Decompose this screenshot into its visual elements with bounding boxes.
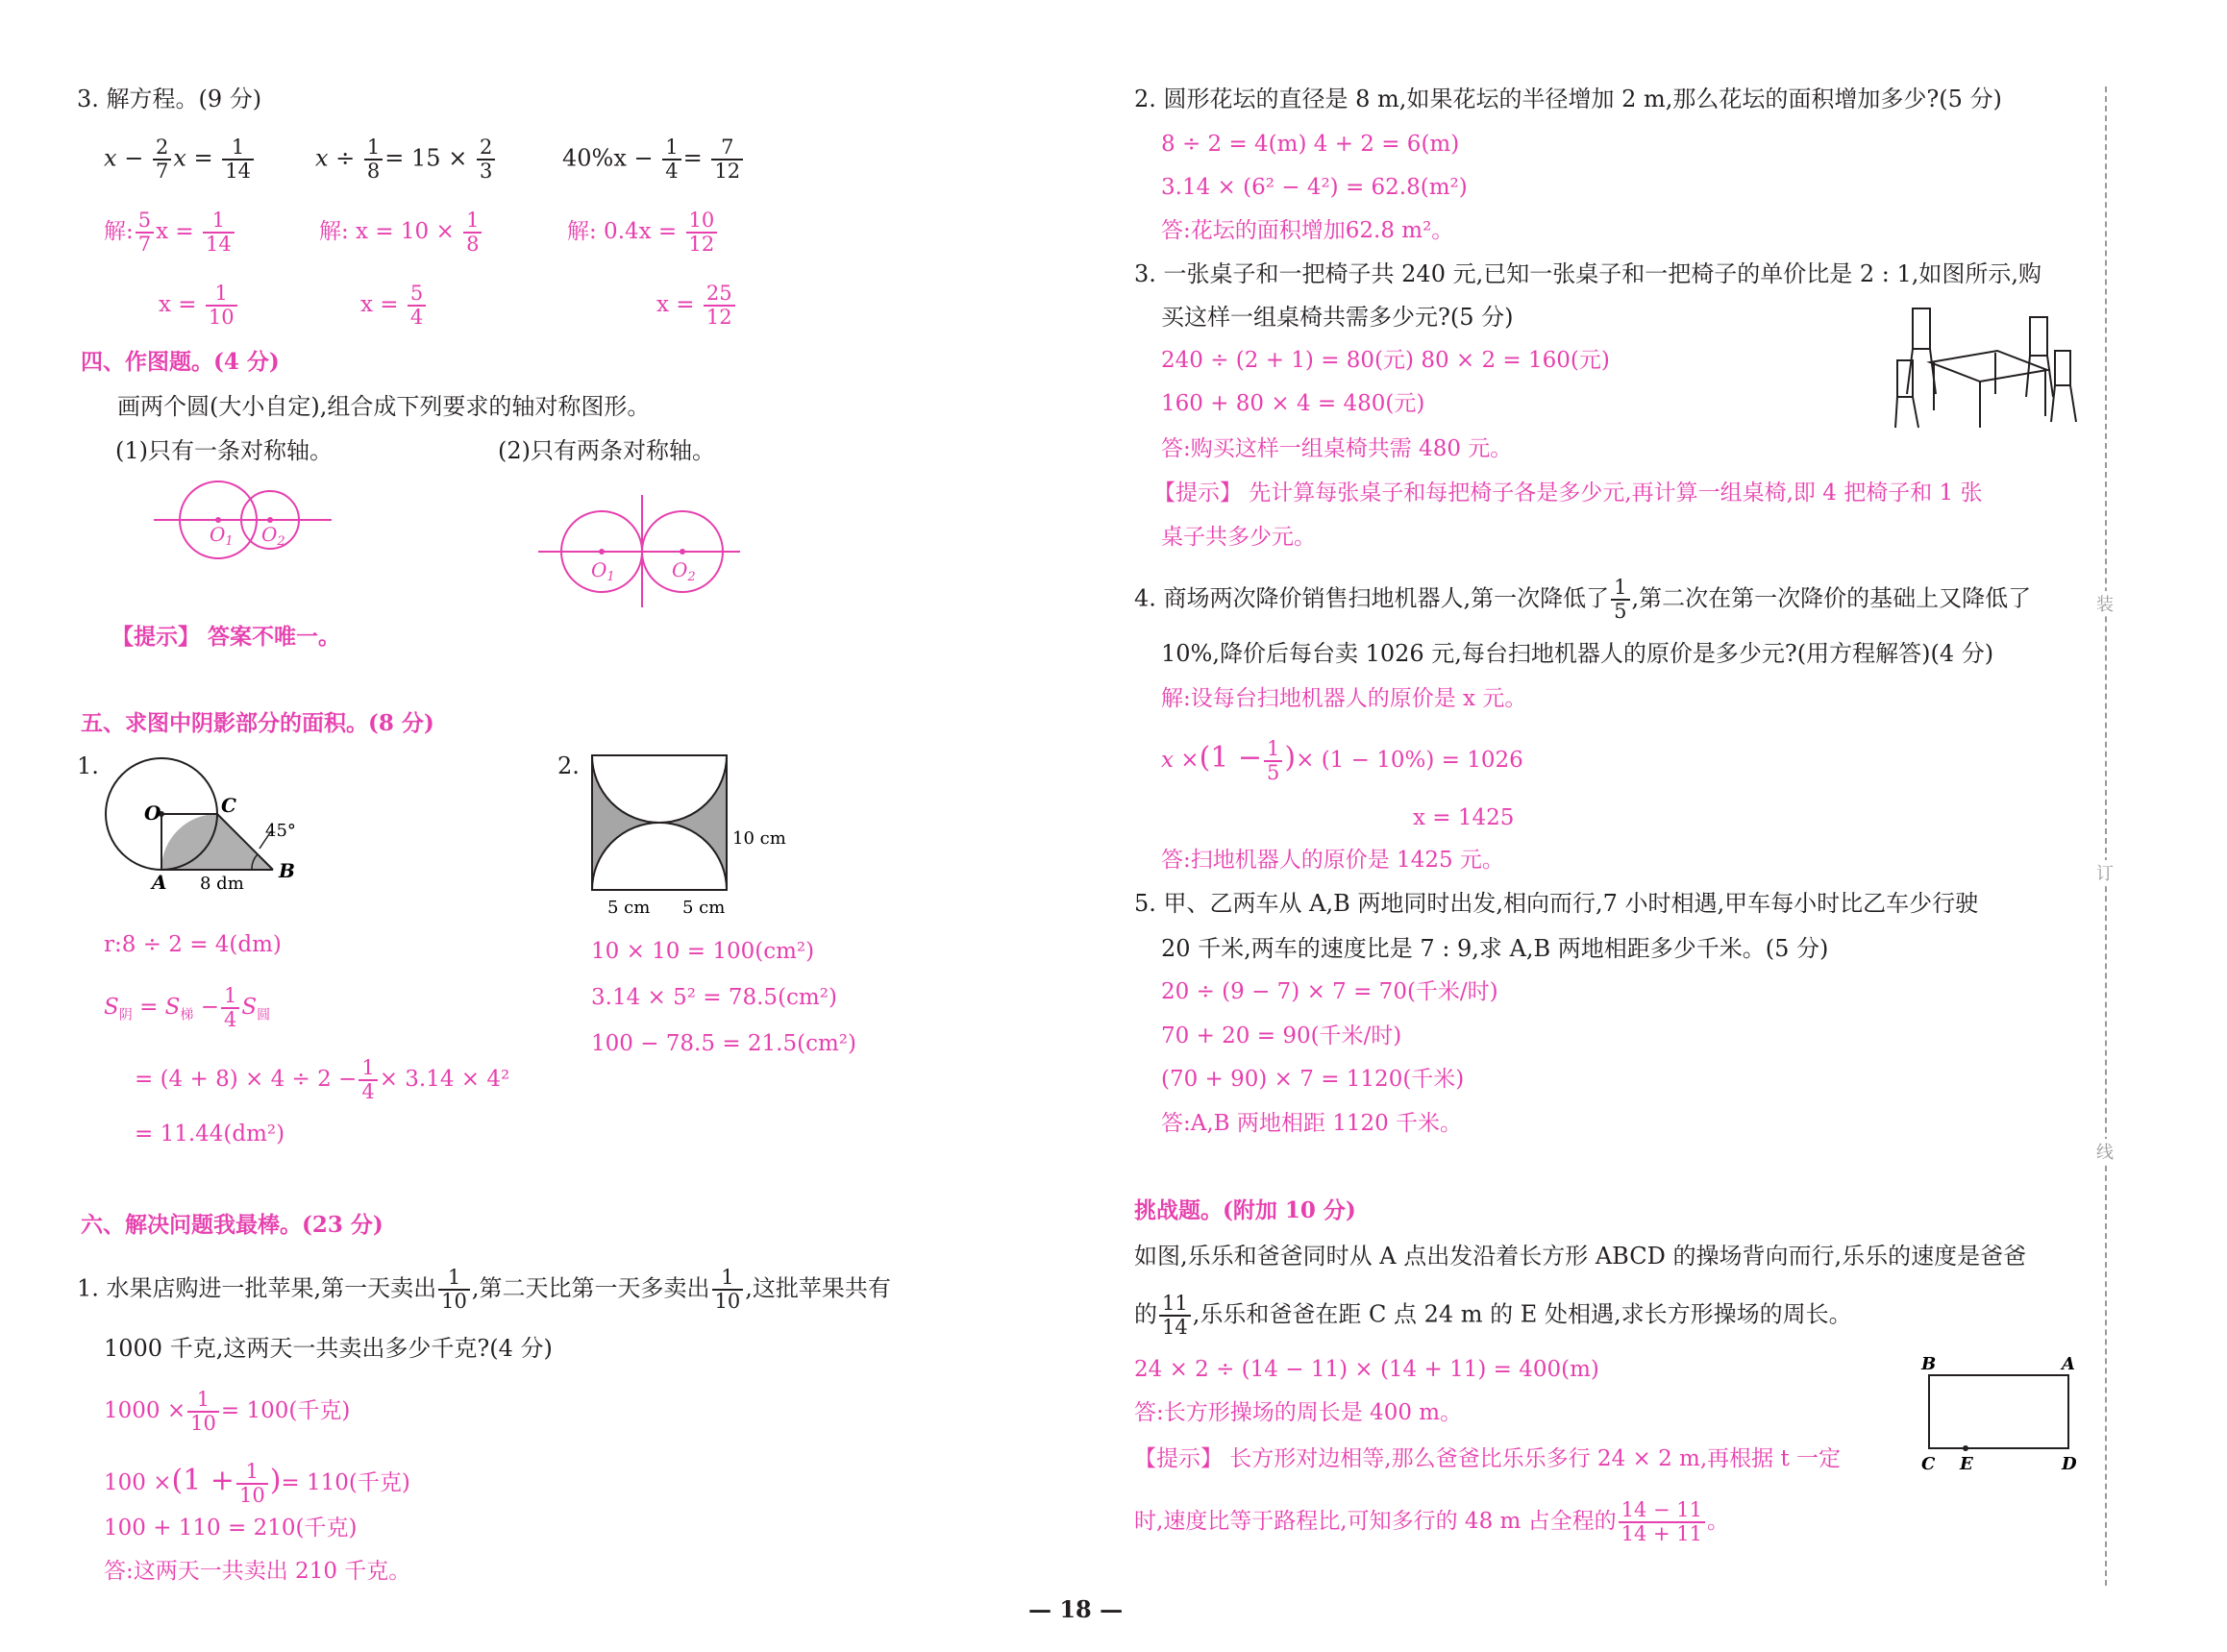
equation-1: x − $\frac{2}{7}$ x = $\frac{1}{14}$: [104, 136, 256, 183]
r-q3-tip1: 【提示】 先计算每张桌子和每把椅子各是多少元,再计算一组桌椅,即 4 把椅子和 1 张: [1153, 481, 1983, 505]
label-5cm-right: 5 cm: [682, 898, 726, 918]
solution-1a: 解: $\frac{5}{7}$ x = $\frac{1}{14}$: [104, 210, 236, 256]
label-e: E: [1960, 1454, 1973, 1470]
r-q5-question2: 20 千米,两车的速度比是 7 : 9,求 A,B 两地相距多少千米。(5 分): [1161, 935, 1829, 962]
s6-answer-line2: 100 ×(1 + $\frac{1}{10}$ )= 110(千克): [104, 1460, 410, 1507]
challenge-question2: 的 $\frac{11}{14}$ ,乐乐和爸爸在距 C 点 24 m 的 E 处相遇,求长方形操场的周长。: [1134, 1292, 1852, 1339]
label-c: C: [1921, 1454, 1936, 1470]
r-q3-answer3: 答:购买这样一组桌椅共需 480 元。: [1161, 436, 1513, 461]
s6-answer-line4: 答:这两天一共卖出 210 千克。: [104, 1559, 411, 1584]
challenge-question1: 如图,乐乐和爸爸同时从 A 点出发沿着长方形 ABCD 的操场背向而行,乐乐的速度是爸爸: [1134, 1243, 2027, 1270]
r-q2-answer1: 8 ÷ 2 = 4(m) 4 + 2 = 6(m): [1161, 132, 1460, 157]
r-q2-answer3: 答:花坛的面积增加62.8 m²。: [1161, 218, 1454, 243]
label-a: A: [152, 871, 167, 894]
s6-answer-line1: 1000 × $\frac{1}{10}$ = 100(千克): [104, 1388, 351, 1435]
two-axis-circles-figure: [533, 490, 745, 610]
r-q5-answer1: 20 ÷ (9 − 7) × 7 = 70(千米/时): [1161, 979, 1498, 1004]
label-8dm: 8 dm: [200, 874, 244, 894]
figure-1-circle-trapezoid: [96, 745, 308, 903]
s5-answer1-line4: = 11.44(dm²): [135, 1122, 285, 1147]
r-q4-question1: 4. 商场两次降价销售扫地机器人,第一次降低了 $\frac{1}{5}$ ,第二次在第一次降价的基础上又降低了: [1134, 576, 2032, 623]
s5-answer1-line1: r:8 ÷ 2 = 4(dm): [104, 932, 282, 957]
section-4-tip: 【提示】 答案不唯一。: [111, 624, 341, 650]
figure-2-number: 2.: [557, 752, 580, 779]
r-q4-answer2: x ×(1 − $\frac{1}{5}$ )× (1 − 10%) = 1026: [1161, 737, 1523, 784]
solution-1b: x = $\frac{1}{10}$: [159, 283, 239, 329]
s5-answer2-line2: 3.14 × 5² = 78.5(cm²): [591, 985, 837, 1010]
challenge-answer1: 24 × 2 ÷ (14 − 11) × (14 + 11) = 400(m): [1134, 1357, 1599, 1382]
r-q3-tip2: 桌子共多少元。: [1161, 525, 1316, 550]
center-label-o1: $O_1$: [210, 523, 234, 549]
solution-3a: 解: 0.4x = $\frac{10}{12}$: [567, 210, 719, 256]
section-6-title: 六、解决问题我最棒。(23 分): [81, 1212, 384, 1238]
q3-title: 3. 解方程。(9 分): [77, 86, 262, 112]
challenge-title: 挑战题。(附加 10 分): [1134, 1197, 1356, 1223]
label-c: C: [221, 794, 236, 817]
s5-answer2-line3: 100 − 78.5 = 21.5(cm²): [591, 1031, 856, 1056]
r-q5-answer3: (70 + 90) × 7 = 1120(千米): [1161, 1067, 1465, 1092]
r-q2-question: 2. 圆形花坛的直径是 8 m,如果花坛的半径增加 2 m,那么花坛的面积增加多少?(5 分): [1134, 86, 2002, 112]
one-axis-circles-figure: [144, 476, 336, 562]
r-q3-answer1: 240 ÷ (2 + 1) = 80(元) 80 × 2 = 160(元): [1161, 348, 1610, 373]
r-q5-answer4: 答:A,B 两地相距 1120 千米。: [1161, 1111, 1463, 1136]
solution-2a: 解: x = 10 × $\frac{1}{8}$: [319, 210, 483, 256]
table-chairs-illustration: [1893, 303, 2086, 432]
equation-2: x ÷ $\frac{1}{8}$ = 15 × $\frac{2}{3}$: [315, 136, 497, 183]
r-q4-answer3: x = 1425: [1413, 805, 1515, 830]
r-q3-answer2: 160 + 80 × 4 = 480(元): [1161, 391, 1425, 416]
binding-dashed-line: [2105, 86, 2107, 1586]
s5-answer1-line2: $S_阴 = S_梯$ − $\frac{1}{4}$ $S_圆$: [104, 984, 271, 1031]
center-label-o2b: $O_2$: [672, 558, 696, 584]
section-4-desc: 画两个圆(大小自定),组合成下列要求的轴对称图形。: [117, 393, 651, 420]
section-4-part2: (2)只有两条对称轴。: [498, 437, 715, 464]
r-q4-answer1: 解:设每台扫地机器人的原价是 x 元。: [1161, 686, 1527, 711]
page-dash-left: —: [1028, 1595, 1060, 1623]
r-q3-question1: 3. 一张桌子和一把椅子共 240 元,已知一张桌子和一把椅子的单价比是 2 : 1,如图所示,购: [1134, 260, 2041, 287]
equation-3: 40%x − $\frac{1}{4}$ = $\frac{7}{12}$: [562, 136, 745, 183]
label-a: A: [2062, 1354, 2075, 1374]
figure-2-square-semicircles: [586, 750, 817, 923]
label-b: B: [279, 859, 295, 882]
binding-char-ding: 订: [2093, 860, 2116, 885]
solution-3b: x = $\frac{25}{12}$: [656, 283, 737, 329]
challenge-tip1: 【提示】 长方形对边相等,那么爸爸比乐乐多行 24 × 2 m,再根据 t 一定: [1134, 1446, 1842, 1471]
r-q5-question1: 5. 甲、乙两车从 A,B 两地同时出发,相向而行,7 小时相遇,甲车每小时比乙车少行驶: [1134, 890, 1979, 917]
s6-question1-line2: 1000 千克,这两天一共卖出多少千克?(4 分): [104, 1335, 553, 1362]
solution-2b: x = $\frac{5}{4}$: [360, 283, 428, 329]
center-label-o1b: $O_1$: [591, 558, 615, 584]
label-b: B: [1921, 1354, 1937, 1374]
r-q3-question2: 买这样一组桌椅共需多少元?(5 分): [1161, 304, 1514, 331]
page-number: — 18 —: [1028, 1595, 1124, 1623]
challenge-answer2: 答:长方形操场的周长是 400 m。: [1134, 1400, 1463, 1425]
s6-question1: 1. 水果店购进一批苹果,第一天卖出 $\frac{1}{10}$ ,第二天比第一天多卖出 $\frac{1}{10}$ ,这批苹果共有: [77, 1266, 891, 1313]
r-q5-answer2: 70 + 20 = 90(千米/时): [1161, 1023, 1402, 1048]
binding-char-zhuang: 装: [2093, 591, 2116, 616]
section-5-title: 五、求图中阴影部分的面积。(8 分): [81, 710, 434, 736]
section-4-title: 四、作图题。(4 分): [81, 349, 280, 375]
r-q2-answer2: 3.14 × (6² − 4²) = 62.8(m²): [1161, 175, 1468, 200]
s5-answer2-line1: 10 × 10 = 100(cm²): [591, 939, 815, 964]
r-q4-answer4: 答:扫地机器人的原价是 1425 元。: [1161, 848, 1504, 873]
center-label-o2: $O_2$: [261, 523, 285, 549]
label-d: D: [2062, 1454, 2077, 1470]
label-o: O: [144, 801, 161, 825]
figure-1-number: 1.: [77, 752, 99, 779]
label-45-degree: 45°: [265, 821, 296, 841]
s6-answer-line3: 100 + 110 = 210(千克): [104, 1516, 358, 1541]
label-10cm: 10 cm: [732, 828, 786, 849]
s5-answer1-line3: = (4 + 8) × 4 ÷ 2 − $\frac{1}{4}$ × 3.14 × 4²: [135, 1056, 510, 1103]
rectangle-abcd-figure: [1918, 1350, 2091, 1470]
page-dash-right: —: [1091, 1595, 1124, 1623]
r-q4-question2: 10%,降价后每台卖 1026 元,每台扫地机器人的原价是多少元?(用方程解答)(4 分): [1161, 640, 1994, 667]
binding-char-xian: 线: [2093, 1139, 2116, 1164]
section-4-part1: (1)只有一条对称轴。: [115, 437, 333, 464]
label-5cm-left: 5 cm: [607, 898, 651, 918]
challenge-tip2: 时,速度比等于路程比,可知多行的 48 m 占全程的 $\frac{14 - 11}{14 + 11}$ 。: [1134, 1498, 1730, 1545]
